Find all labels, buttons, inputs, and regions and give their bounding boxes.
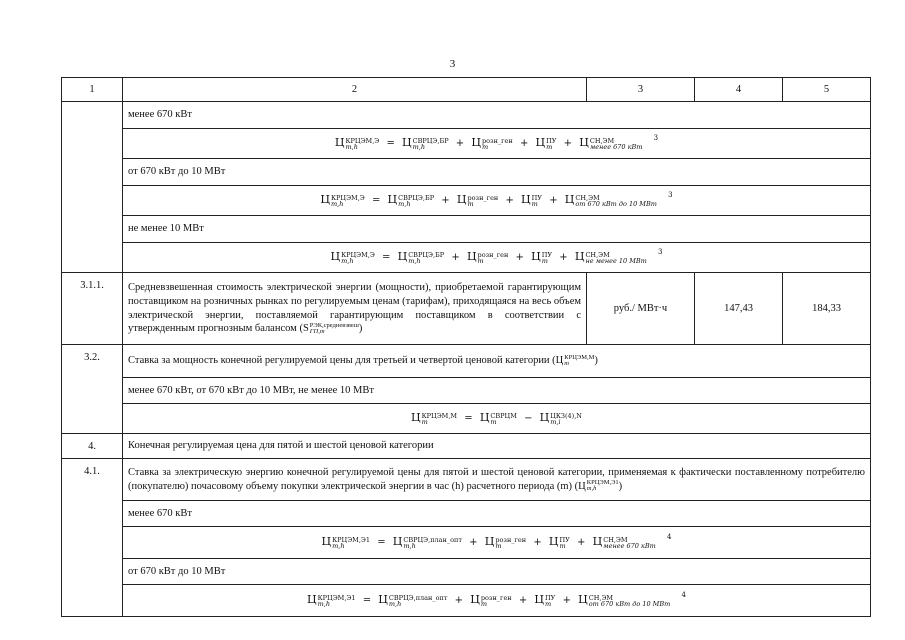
formula-f3: Ц КРЦЭМ,Э m,h = Ц СВРЦЭ,БР m,h + Ц розн_ген m + Ц ПУ m + Ц СН,ЭМ не менее 10 МВт $^3$ [123,243,871,273]
table-row [62,273,871,345]
row-text: менее 670 кВт, от 670 кВт до 10 МВт, не менее 10 МВт [123,378,871,404]
formula-f4: Ц КРЦЭМ,М m = Ц СВРЦМ m − Ц ЦКЗ(4),N m,i [123,404,871,434]
table-row [62,243,871,273]
header-row [62,78,871,102]
table-row [62,404,871,434]
row-text: Конечная регулируемая цена для пятой и шестой ценовой категории [123,434,871,459]
table-row [62,585,871,617]
row-text: не менее 10 МВт [123,216,871,243]
footnote-mark: 4 [666,533,672,542]
row-text: Ставка за мощность конечной регулируемой цены для третьей и четвертой ценовой категории (Ц КРЦЭМ,М m ) [123,345,871,378]
row-number: 3.2. [62,345,123,434]
table-row [62,102,871,129]
row-number: 4. [62,434,123,459]
footnote-mark: 3 [653,134,659,143]
row-text: менее 670 кВт [123,102,871,129]
header-col-3: 3 [587,78,695,102]
header-col-4: 4 [695,78,783,102]
table-row [62,434,871,459]
row-text: Ставка за электрическую энергию конечной регулируемой цены для пятой и шестой ценовой категории, применяемая к фактически поставленному потребителю (покупателю) почасовому объему покупки электрической энергии в час (h) расчетного периода (m) (Ц КРЦЭМ,Э1 m,h ) [123,459,871,501]
table-row [62,501,871,527]
table-row [62,459,871,501]
header-col-5: 5 [783,78,871,102]
formula-f6: Ц КРЦЭМ,Э1 m,h = Ц СВРЦЭ,план_опт m,h + Ц розн_ген m + Ц ПУ m + Ц СН,ЭМ от 670 кВт до 10 МВт $^4$ [123,585,871,617]
formula-f1: Ц КРЦЭМ,Э m,h = Ц СВРЦЭ,БР m,h + Ц розн_ген m + Ц ПУ m + Ц СН,ЭМ менее 670 кВт $^3$ [123,129,871,159]
table-row [62,559,871,585]
row-text: менее 670 кВт [123,501,871,527]
row-text: от 670 кВт до 10 МВт [123,159,871,186]
unit-cell: руб./ МВт·ч [587,273,695,345]
footnote-mark: 3 [668,191,673,200]
header-col-2: 2 [123,78,587,102]
row-number-cell [62,102,123,273]
formula-f5: Ц КРЦЭМ,Э1 m,h = Ц СВРЦЭ,план_опт m,h + Ц розн_ген m + Ц ПУ m + Ц СН,ЭМ менее 670 кВт $^4$ [123,527,871,559]
table-row [62,378,871,404]
table-row [62,527,871,559]
table-row [62,186,871,216]
row-number: 3.1.1. [62,273,123,345]
table-row [62,216,871,243]
table-row [62,159,871,186]
table-row [62,345,871,378]
value-col-4: 147,43 [695,273,783,345]
footnote-mark: 3 [658,248,663,257]
row-number: 4.1. [62,459,123,617]
header-col-1: 1 [62,78,123,102]
value-col-5: 184,33 [783,273,871,345]
footnote-mark: 4 [681,591,686,600]
tariff-table [61,77,871,617]
formula-f2: Ц КРЦЭМ,Э m,h = Ц СВРЦЭ,БР m,h + Ц розн_ген m + Ц ПУ m + Ц СН,ЭМ от 670 кВт до 10 МВт $^3$ [123,186,871,216]
table-row [62,129,871,159]
row-text: Средневзвешенная стоимость электрической энергии (мощности), приобретаемой гарантирующим поставщиком на розничных рынках по регулируемым ценам (тарифам), приходящаяся на весь объем электрической энергии, поставляемой гарантирующим поставщиком в соответствии с утвержденным прогнозным балансом (S РЭК,средневзвеш ГП,m ) [123,273,587,345]
row-text: от 670 кВт до 10 МВт [123,559,871,585]
page-number: 3 [449,58,456,70]
